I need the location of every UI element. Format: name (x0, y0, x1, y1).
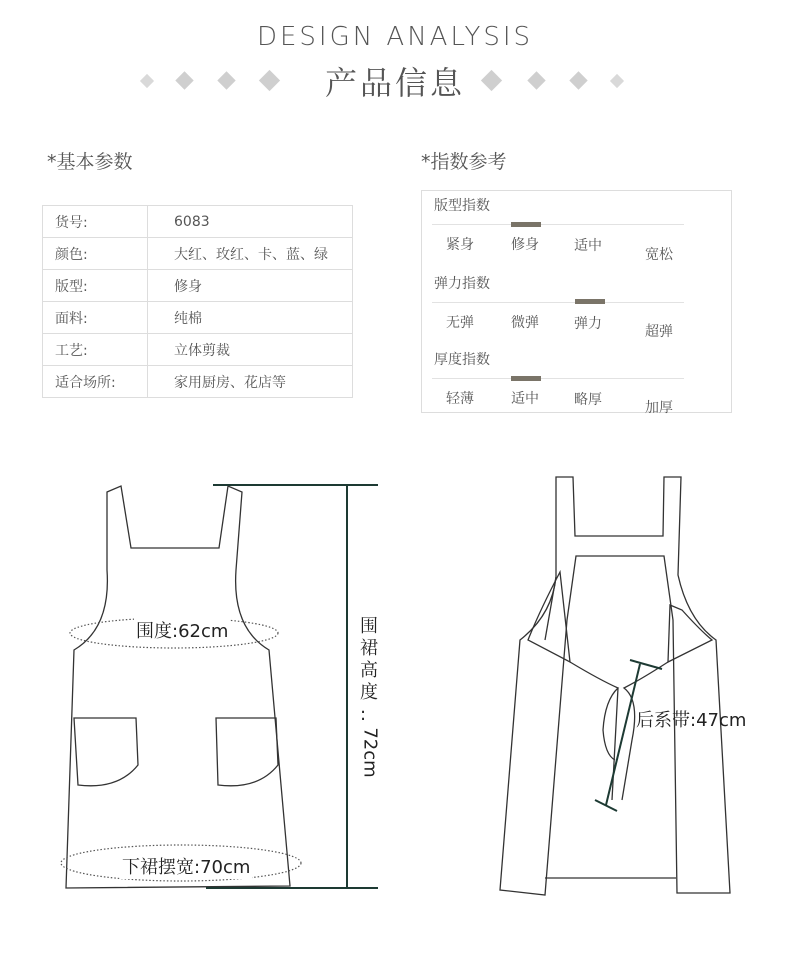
param-key: 工艺: (43, 334, 148, 366)
waist-label: 围度:62cm (134, 617, 230, 643)
apron-front-outline (66, 486, 290, 888)
table-row (43, 366, 353, 398)
basic-params-table (42, 205, 353, 398)
height-dimension (206, 485, 378, 888)
table-row (43, 206, 353, 238)
hem-label: 下裙摆宽:70cm (120, 853, 252, 879)
index-option: 微弹 (511, 315, 539, 331)
apron-front-diagram (0, 440, 400, 910)
table-row (43, 238, 353, 270)
param-value: 立体剪裁 (148, 334, 353, 366)
strap-label: 后系带:47cm (636, 710, 747, 731)
index-option: 紧身 (446, 237, 474, 253)
param-value: 6083 (174, 213, 210, 230)
index-selected-marker (575, 299, 605, 304)
param-key: 货号: (43, 206, 148, 238)
param-key: 适合场所: (43, 366, 148, 398)
pocket-right (216, 718, 278, 786)
header-title-en: DESIGN ANALYSIS (256, 22, 534, 52)
index-option: 修身 (511, 237, 539, 253)
index-option: 加厚 (645, 400, 673, 416)
index-group-title: 弹力指数 (434, 276, 490, 292)
param-value: 修身 (148, 270, 353, 302)
index-option: 适中 (511, 391, 539, 407)
apron-back-diagram (400, 440, 790, 910)
pocket-left (74, 718, 138, 786)
index-scale-line (432, 224, 684, 225)
index-option: 弹力 (574, 316, 602, 332)
side-panel-right (668, 605, 712, 662)
table-row (43, 334, 353, 366)
strap-dimension (595, 660, 662, 811)
header-title-zh: 产品信息 (324, 64, 465, 102)
index-option: 超弹 (645, 324, 673, 340)
table-row (43, 302, 353, 334)
index-scale-line (432, 302, 684, 303)
basic-params-title: *基本参数 (47, 151, 133, 173)
index-scale-line (432, 378, 684, 379)
index-selected-marker (511, 222, 541, 227)
index-ref-box (421, 190, 732, 416)
height-value: 72cm (359, 727, 381, 778)
index-group-title: 厚度指数 (434, 352, 490, 368)
param-value: 家用厨房、花店等 (148, 366, 353, 398)
param-value: 大红、玫红、卡、蓝、绿 (148, 238, 353, 270)
index-option: 宽松 (645, 247, 673, 263)
index-option: 无弹 (446, 315, 474, 331)
index-group-title: 版型指数 (434, 198, 490, 214)
table-row (43, 270, 353, 302)
height-label: 围裙高度: (360, 616, 378, 725)
index-option: 适中 (574, 238, 602, 254)
index-option: 轻薄 (446, 391, 474, 407)
index-option: 略厚 (574, 392, 602, 408)
index-selected-marker (511, 376, 541, 381)
param-value: 纯棉 (148, 302, 353, 334)
param-key: 版型: (43, 270, 148, 302)
param-key: 面料: (43, 302, 148, 334)
index-ref-title: *指数参考 (421, 151, 507, 173)
param-key: 颜色: (43, 238, 148, 270)
